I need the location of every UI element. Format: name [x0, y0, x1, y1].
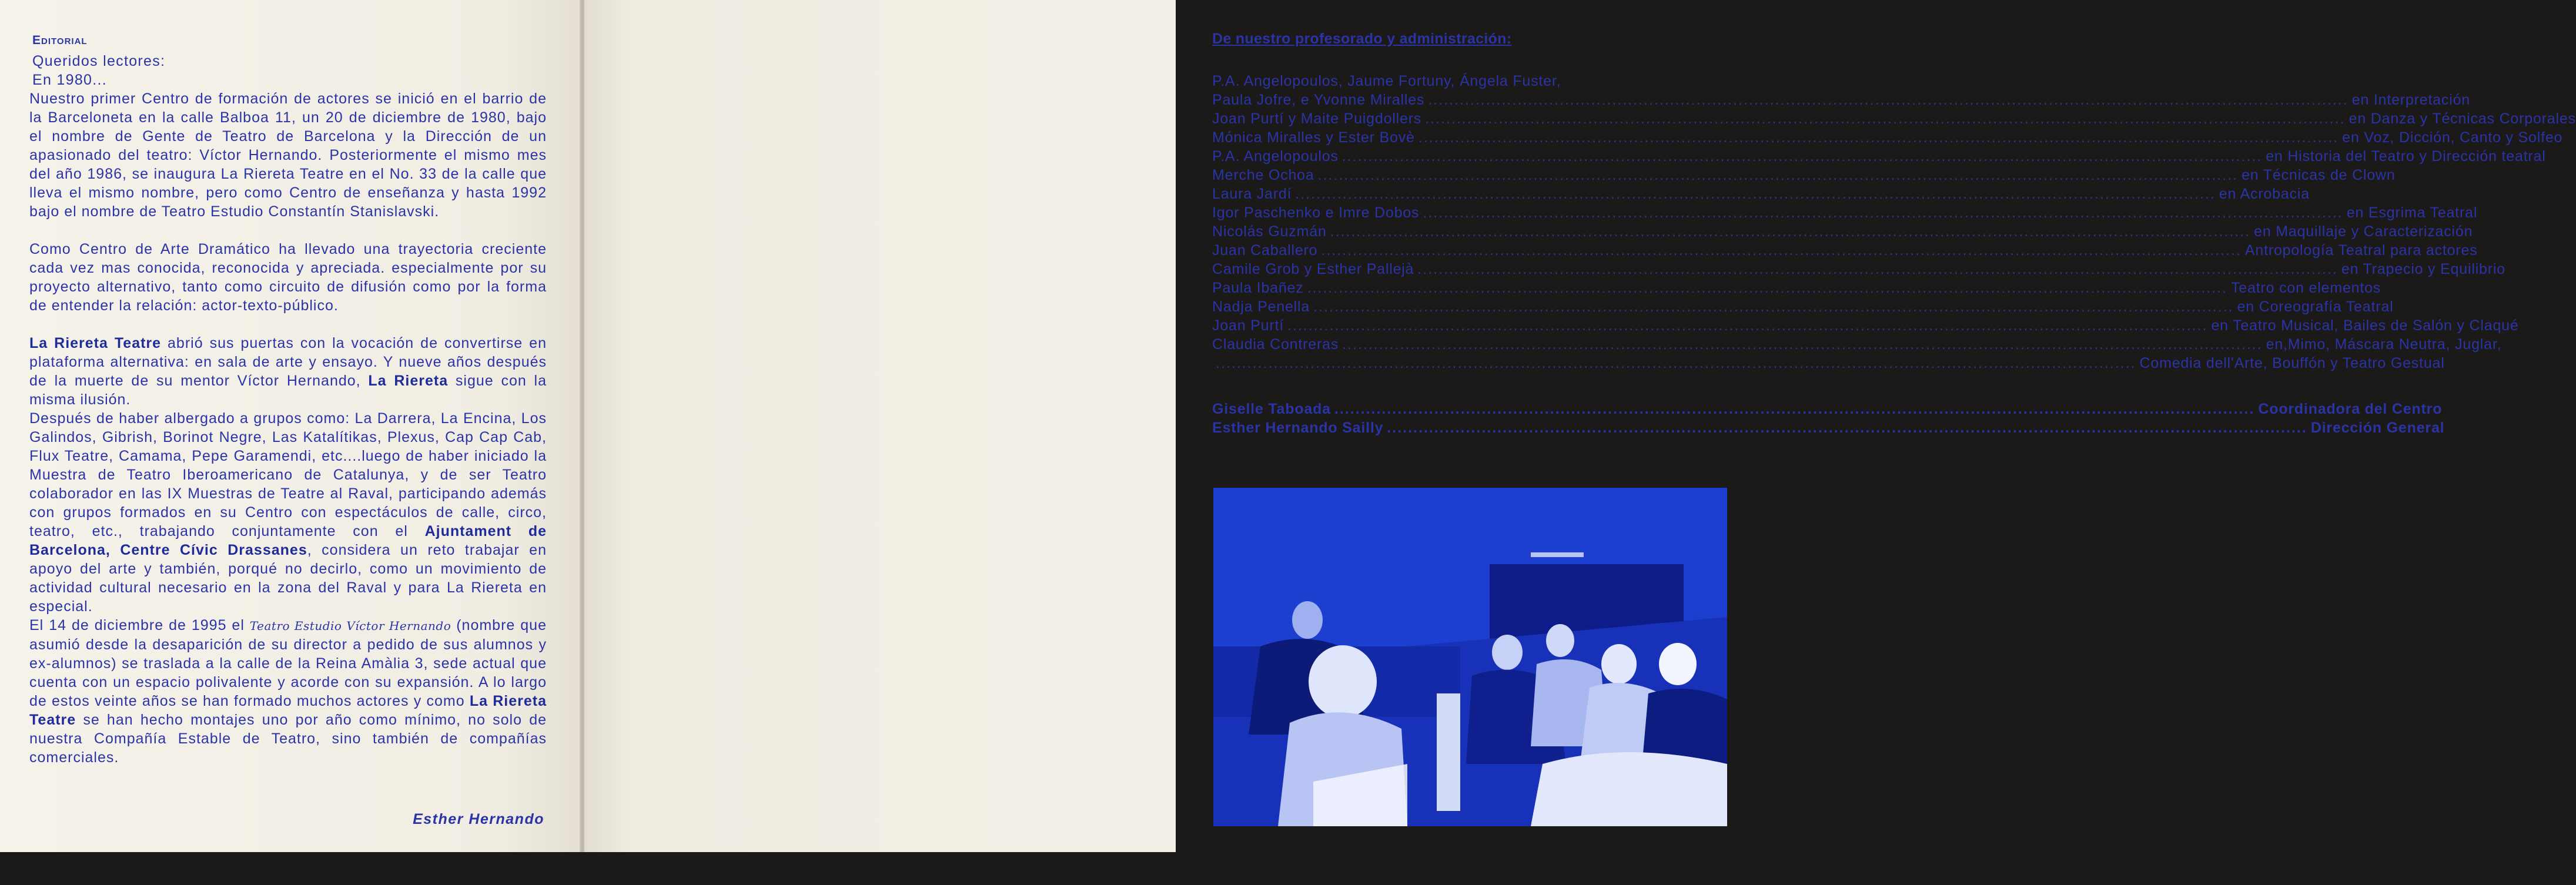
staff-name: Paula Jofre, e Yvonne Miralles	[1212, 92, 1425, 108]
dot-leader	[1387, 418, 2307, 437]
dot-leader	[1216, 354, 2136, 373]
paragraph-groups-text1: Después de haber albergado a grupos como: La Darrera, La Encina, Los Galindos, Gibrish, Borinot Negre, Las Katalítikas, Plexus, Cap Cap Cab, Flux Teatre, Camama, Pepe Garamendi, etc....luego de haber iniciado la Muestra de Teatro Iberoamericano de Catalunya, y de ser Teatro colaborador en las IX Muestras de Teatre al Raval, participando además con grupos formados en su Centro con espectáculos de calle, circo, teatro, etc., trabajando conjuntamente con el	[29, 410, 547, 539]
paragraph-history: Nuestro primer Centro de formación de actores se inició en el barrio de la Barceloneta en la calle Balboa 11, un 20 de diciembre de 1980, bajo el nombre de Gente de Teatro de Barcelona y la Dirección de un apasionado del teatro: Víctor Hernando. Posteriormente el mismo mes del año 1986, se inaugura La Riereta Teatre en el No. 33 de la calle que lleva el mismo nombre, pero como Centro de enseñanza y hasta 1992 bajo el nombre de Teatro Estudio Constantín Stanislavski.	[29, 90, 547, 220]
staff-role: en Maquillaje y Caracterización	[2254, 223, 2473, 240]
staff-intro-line: P.A. Angelopoulos, Jaume Fortuny, Ángela Fuster,	[1212, 73, 1561, 89]
staff-row	[1212, 279, 2381, 297]
dot-leader	[1419, 128, 2339, 147]
staff-name: Joan Purtí y Maite Puigdollers	[1212, 110, 1422, 127]
staff-row	[1212, 241, 2478, 260]
staff-role: en Interpretación	[2351, 92, 2470, 108]
greeting: Queridos lectores:	[32, 53, 166, 69]
venue-name: La Riereta Teatre	[29, 335, 162, 351]
dot-leader	[1334, 400, 2255, 418]
staff-role: en Teatro Musical, Bailes de Salón y Claqué	[2211, 317, 2519, 334]
staff-row	[1212, 316, 2519, 335]
dot-leader	[1313, 297, 2234, 316]
venue-name-2: La Riereta Teatre	[29, 693, 547, 728]
year-intro: En 1980...	[32, 72, 107, 88]
staff-row	[1212, 90, 2470, 109]
staff-name: Paula Ibañez	[1212, 280, 1304, 296]
dot-leader	[1295, 185, 2216, 203]
coord-row	[1212, 400, 2443, 418]
dot-leader	[1330, 222, 2251, 241]
staff-row	[1212, 354, 2445, 373]
editorial-heading: Editorial	[32, 33, 88, 47]
dot-leader	[1342, 147, 2263, 166]
dot-leader	[1318, 166, 2239, 185]
dot-leader	[1321, 241, 2242, 260]
staff-role: en Trapecio y Equilibrio	[2341, 261, 2505, 277]
dot-leader	[1417, 260, 2338, 279]
staff-role: Comedia dell'Arte, Bouffón y Teatro Gestual	[2139, 355, 2445, 371]
partner-name: Ajuntament de Barcelona, Centre Cívic Drassanes	[29, 523, 547, 558]
staff-name: P.A. Angelopoulos	[1212, 148, 1339, 165]
coordination-list	[1212, 400, 2445, 437]
staff-section	[1212, 29, 2576, 437]
dot-leader	[1425, 109, 2346, 128]
class-photo	[1213, 488, 1727, 826]
paragraph-opening-text2: sigue con la misma ilusión.	[29, 373, 547, 408]
left-page	[0, 0, 582, 852]
staff-list	[1212, 90, 2576, 373]
paragraph-relocation-text3: se han hecho montajes uno por año como mínimo, no solo de nuestra Compañía Estable de Teatro, sino también de compañías comerciales.	[29, 712, 547, 766]
dot-leader	[1307, 279, 2228, 297]
staff-role: en Coreografía Teatral	[2237, 299, 2394, 315]
staff-role: en Técnicas de Clown	[2242, 167, 2396, 183]
paragraph-relocation-text1: El 14 de diciembre de 1995 el	[29, 617, 250, 633]
staff-name: Juan Caballero	[1212, 242, 1318, 259]
coord-name: Giselle Taboada	[1212, 401, 1331, 417]
dot-leader	[1287, 316, 2208, 335]
staff-name: Nicolás Guzmán	[1212, 223, 1327, 240]
staff-name: Claudia Contreras	[1212, 336, 1339, 353]
staff-name: Mónica Miralles y Ester Bovè	[1212, 129, 1415, 146]
paragraph-relocation-text2: (nombre que asumió desde la desaparición de su director a pedido de sus alumnos y ex-alumnos) se traslada a la calle de la Reina Amàlia 3, sede actual que cuenta con un espacio polivalente y acorde con su expansión. A lo largo de estos veinte años se han formado muchos actores y como	[29, 617, 547, 709]
staff-role: Teatro con elementos	[2231, 280, 2381, 296]
staff-role: en Esgrima Teatral	[2346, 205, 2478, 221]
staff-name: Merche Ochoa	[1212, 167, 1314, 183]
staff-name: Camile Grob y Esther Pallejà	[1212, 261, 1414, 277]
dot-leader	[1428, 90, 2348, 109]
staff-name: Joan Purtí	[1212, 317, 1284, 334]
class-photo-image	[1213, 488, 1727, 826]
staff-row	[1212, 109, 2576, 128]
staff-title: De nuestro profesorado y administración:	[1212, 31, 1512, 47]
staff-row	[1212, 260, 2505, 279]
staff-name: Igor Paschenko e Imre Dobos	[1212, 205, 1420, 221]
staff-row	[1212, 185, 2310, 203]
editorial-column	[29, 33, 547, 767]
staff-row	[1212, 203, 2478, 222]
signature: Esther Hernando	[413, 811, 544, 827]
staff-name: Laura Jardí	[1212, 186, 1292, 202]
paragraph-opening	[29, 334, 547, 409]
dot-leader	[1342, 335, 2263, 354]
coord-name: Esther Hernando Sailly	[1212, 420, 1384, 436]
staff-name: Nadja Penella	[1212, 299, 1310, 315]
staff-role: en Acrobacia	[2219, 186, 2310, 202]
coord-role: Dirección General	[2310, 420, 2445, 436]
staff-role: en Historia del Teatro y Dirección teatral	[2266, 148, 2546, 165]
staff-row	[1212, 297, 2394, 316]
paragraph-opening-text1: abrió sus puertas con la vocación de convertirse en plataforma alternativa: en sala de arte y ensayo. Y nueve años después de la muerte de su mentor Víctor Hernando,	[29, 335, 547, 389]
coord-role: Coordinadora del Centro	[2258, 401, 2443, 417]
coord-row	[1212, 418, 2445, 437]
staff-row	[1212, 166, 2396, 185]
staff-role: en Voz, Dicción, Canto y Solfeo	[2342, 129, 2563, 146]
school-name-script: Teatro Estudio Víctor Hernando	[249, 619, 451, 633]
staff-row	[1212, 128, 2563, 147]
staff-role: en,Mimo, Máscara Neutra, Juglar,	[2266, 336, 2502, 353]
paragraph-groups	[29, 409, 547, 616]
staff-role: Antropología Teatral para actores	[2244, 242, 2478, 259]
paragraph-groups-text2: , considera un reto trabajar en apoyo del arte y también, porqué no decirlo, como un movimiento de actividad cultural necesario en la zona del Raval y para La Riereta en especial.	[29, 542, 547, 615]
venue-short-name: La Riereta	[368, 373, 449, 389]
staff-role: en Danza y Técnicas Corporales	[2348, 110, 2576, 127]
dot-leader	[1423, 203, 2343, 222]
staff-row	[1212, 335, 2502, 354]
paragraph-trajectory: Como Centro de Arte Dramático ha llevado una trayectoria creciente cada vez mas conocida, reconocida y apreciada. especialmente por su proyecto alternativo, tanto como circuito de difusión como por la forma de entender la relación: actor-texto-público.	[29, 241, 547, 314]
right-page	[584, 0, 2576, 852]
staff-row	[1212, 222, 2473, 241]
staff-row	[1212, 147, 2546, 166]
paragraph-relocation	[29, 616, 547, 767]
